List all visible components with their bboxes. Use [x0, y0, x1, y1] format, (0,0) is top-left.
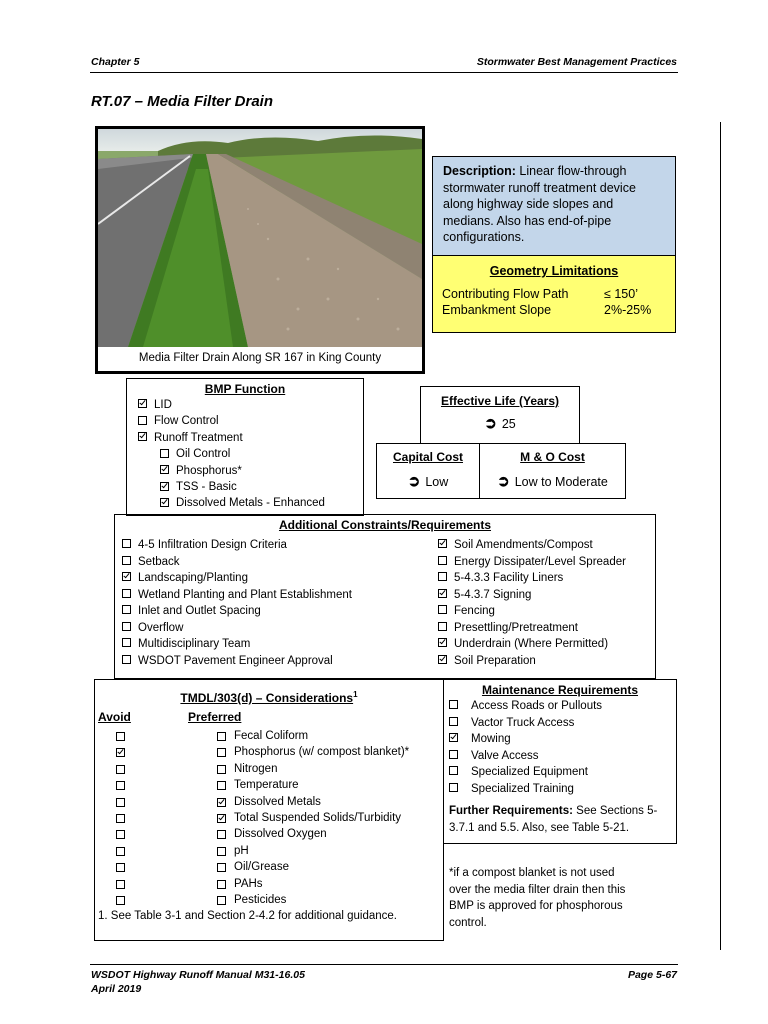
checklist-item	[449, 764, 676, 781]
tmdl-row	[95, 744, 443, 760]
checklist-item	[438, 636, 626, 653]
checked-box-icon	[438, 638, 447, 647]
checkbox-icon	[122, 638, 131, 647]
checklist-item	[438, 587, 626, 604]
checklist-item	[449, 731, 676, 748]
checked-box-icon	[138, 399, 147, 408]
description-box	[432, 156, 676, 256]
tmdl-row-label: Dissolved Metals	[234, 795, 321, 808]
checklist-item	[438, 554, 626, 571]
checklist-item	[449, 715, 676, 732]
tmdl-row-label: Fecal Coliform	[234, 730, 309, 742]
checkbox-icon	[138, 416, 147, 425]
checked-box-icon	[438, 589, 447, 598]
checkbox-icon	[116, 896, 125, 905]
maintenance-box	[443, 679, 677, 844]
checked-box-icon	[122, 572, 131, 581]
tmdl-row	[95, 761, 443, 777]
checklist-label: Specialized Equipment	[471, 766, 588, 778]
tmdl-row-label: Pesticides	[234, 893, 287, 906]
checkbox-icon	[122, 622, 131, 631]
checkbox-icon	[449, 717, 458, 726]
checklist-label: Soil Preparation	[454, 654, 536, 667]
checklist-label: 5-4.3.3 Facility Liners	[454, 572, 564, 584]
arrow-icon: ➲	[484, 415, 497, 432]
checkbox-icon	[116, 863, 125, 872]
road-photo	[98, 129, 422, 347]
checklist-label: Flow Control	[154, 415, 219, 428]
geometry-row	[442, 302, 666, 318]
checklist-item	[122, 603, 352, 620]
checklist-label: Runoff Treatment	[154, 431, 243, 444]
section-label: Stormwater Best Management Practices	[476, 56, 677, 68]
checklist-item	[138, 413, 363, 429]
checkbox-icon	[217, 830, 226, 839]
effective-life-value: 25	[501, 417, 516, 431]
checklist-item	[438, 620, 626, 637]
further-text: See Sections 5-3.7.1 and 5.5. Also, see Table 5-21.	[449, 805, 658, 834]
tmdl-heading-sup: 1	[353, 690, 358, 699]
geometry-row	[442, 286, 666, 302]
checklist-item	[438, 653, 626, 670]
checked-box-icon	[160, 465, 169, 474]
footer-page: Page 5-67	[627, 969, 677, 981]
checklist-item	[438, 603, 626, 620]
checklist-label: Landscaping/Planting	[138, 572, 248, 584]
constraints-box	[114, 514, 656, 679]
checkbox-icon	[122, 539, 131, 548]
tmdl-row	[95, 826, 443, 842]
checklist-item	[138, 463, 363, 479]
tmdl-row	[95, 876, 443, 892]
tmdl-rows	[95, 728, 443, 908]
footer-manual: WSDOT Highway Runoff Manual M31-16.05	[91, 969, 305, 981]
checklist-item	[138, 397, 363, 413]
capital-cost-heading: Capital Cost	[392, 450, 463, 464]
further-requirements	[449, 803, 673, 837]
checklist-label: Multidisciplinary Team	[138, 638, 251, 650]
constraints-left-list	[122, 537, 352, 669]
checklist-item	[138, 479, 363, 495]
checkbox-icon	[122, 589, 131, 598]
tmdl-footnote: 1. See Table 3-1 and Section 2-4.2 for additional guidance.	[98, 910, 397, 922]
checkbox-icon	[116, 847, 125, 856]
checked-box-icon	[449, 733, 458, 742]
tmdl-row-label: Total Suspended Solids/Turbidity	[234, 811, 402, 824]
tmdl-heading	[95, 690, 443, 705]
checklist-item	[122, 653, 352, 670]
checklist-label: Presettling/Pretreatment	[454, 621, 579, 634]
constraints-heading: Additional Constraints/Requirements	[278, 518, 492, 532]
checkbox-icon	[116, 830, 125, 839]
geometry-heading: Geometry Limitations	[489, 264, 619, 278]
checked-box-icon	[438, 655, 447, 664]
bmp-function-box	[126, 378, 364, 516]
tmdl-row-label: Dissolved Oxygen	[234, 828, 327, 841]
checklist-label: Phosphorus*	[176, 464, 242, 477]
checkbox-icon	[217, 781, 226, 790]
geometry-value: ≤ 150’	[604, 287, 638, 301]
capital-cost-value: Low	[425, 475, 449, 489]
footer-rule	[90, 964, 678, 965]
checkbox-icon	[160, 449, 169, 458]
checklist-label: Vactor Truck Access	[471, 716, 575, 729]
checkbox-icon	[217, 732, 226, 741]
maintenance-heading: Maintenance Requirements	[481, 683, 639, 697]
chapter-label: Chapter 5	[91, 56, 140, 68]
mo-cost-value: Low to Moderate	[514, 475, 608, 489]
checkbox-icon	[217, 748, 226, 757]
checklist-label: Specialized Training	[471, 782, 574, 795]
tmdl-row	[95, 794, 443, 810]
arrow-icon: ➲	[407, 473, 421, 490]
checklist-label: Wetland Planting and Plant Establishment	[138, 588, 352, 601]
header-rule	[90, 72, 678, 73]
checklist-label: Soil Amendments/Compost	[454, 539, 593, 551]
tmdl-row	[95, 777, 443, 793]
tmdl-avoid-label: Avoid	[98, 710, 131, 724]
constraints-right-list	[438, 537, 626, 669]
checkbox-icon	[217, 896, 226, 905]
checklist-item	[122, 570, 352, 587]
tmdl-row-label: pH	[234, 844, 249, 857]
checkbox-icon	[438, 572, 447, 581]
checked-box-icon	[160, 498, 169, 507]
checklist-label: WSDOT Pavement Engineer Approval	[138, 654, 333, 667]
further-label: Further Requirements:	[449, 805, 573, 817]
bmp-function-list	[138, 397, 363, 512]
tmdl-row-label: Nitrogen	[234, 762, 278, 775]
compost-note: *if a compost blanket is not used over the media filter drain then this BMP is approved for phosphorous control.	[449, 867, 626, 929]
checklist-label: Oil Control	[176, 448, 231, 461]
checklist-item	[138, 495, 363, 511]
checklist-item	[438, 570, 626, 587]
mo-cost-heading: M & O Cost	[520, 450, 585, 464]
checklist-item	[122, 587, 352, 604]
checkbox-icon	[116, 732, 125, 741]
footer-date: April 2019	[91, 983, 142, 995]
checkbox-icon	[438, 622, 447, 631]
checkbox-icon	[449, 700, 458, 709]
checkbox-icon	[122, 655, 131, 664]
checkbox-icon	[122, 605, 131, 614]
checked-box-icon	[217, 798, 226, 807]
geometry-rows	[433, 286, 675, 318]
checkbox-icon	[438, 556, 447, 565]
checklist-item	[449, 698, 676, 715]
page-title: RT.07 – Media Filter Drain	[91, 93, 273, 110]
tmdl-row-label: Phosphorus (w/ compost blanket)*	[234, 746, 410, 759]
checklist-label: Valve Access	[471, 749, 539, 762]
checklist-item	[138, 430, 363, 446]
checkbox-icon	[122, 556, 131, 565]
tmdl-row-label: Oil/Grease	[234, 861, 289, 874]
checklist-label: Access Roads or Pullouts	[471, 700, 603, 712]
tmdl-box	[94, 679, 444, 941]
tmdl-row	[95, 843, 443, 859]
geometry-value: 2%-25%	[604, 303, 652, 317]
checklist-label: Underdrain (Where Permitted)	[454, 638, 609, 650]
checked-box-icon	[438, 539, 447, 548]
checkbox-icon	[116, 781, 125, 790]
checkbox-icon	[116, 765, 125, 774]
checklist-label: Setback	[138, 555, 180, 568]
photo-frame	[95, 126, 425, 374]
mo-cost-box	[479, 443, 626, 499]
geometry-label: Embankment Slope	[442, 303, 552, 317]
bmp-function-heading: BMP Function	[204, 382, 286, 396]
tmdl-row	[95, 859, 443, 875]
description-label: Description:	[443, 164, 516, 178]
checked-box-icon	[138, 432, 147, 441]
checklist-label: LID	[154, 399, 172, 411]
arrow-icon: ➲	[497, 473, 510, 490]
checkbox-icon	[438, 605, 447, 614]
capital-cost-box	[376, 443, 480, 499]
checklist-item	[449, 781, 676, 798]
checkbox-icon	[116, 798, 125, 807]
checked-box-icon	[160, 482, 169, 491]
checklist-label: 5-4.3.7 Signing	[454, 588, 532, 601]
checkbox-icon	[449, 766, 458, 775]
tmdl-preferred-label: Preferred	[188, 710, 242, 724]
checked-box-icon	[116, 748, 125, 757]
geometry-box	[432, 255, 676, 333]
checked-box-icon	[217, 814, 226, 823]
tmdl-row-label: PAHs	[234, 877, 263, 890]
capital-cost-value-row	[377, 472, 479, 490]
checkbox-icon	[217, 847, 226, 856]
checkbox-icon	[217, 863, 226, 872]
checklist-item	[438, 537, 626, 554]
checkbox-icon	[217, 880, 226, 889]
checklist-item	[122, 620, 352, 637]
effective-life-value-row	[421, 414, 579, 432]
checklist-item	[122, 636, 352, 653]
checklist-label: Dissolved Metals - Enhanced	[176, 497, 325, 510]
effective-life-box	[420, 386, 580, 444]
tmdl-row	[95, 892, 443, 908]
checklist-item	[138, 446, 363, 462]
checklist-item	[122, 537, 352, 554]
checklist-label: 4-5 Infiltration Design Criteria	[138, 539, 287, 551]
checkbox-icon	[217, 765, 226, 774]
tmdl-heading-text: TMDL/303(d) – Considerations	[180, 691, 354, 705]
checklist-label: Fencing	[454, 605, 495, 617]
geometry-label: Contributing Flow Path	[442, 287, 569, 301]
tmdl-row-label: Temperature	[234, 779, 299, 792]
checklist-label: Energy Dissipater/Level Spreader	[454, 555, 626, 568]
tmdl-row	[95, 728, 443, 744]
checkbox-icon	[116, 880, 125, 889]
tmdl-row	[95, 810, 443, 826]
checklist-label: Mowing	[471, 733, 511, 745]
checkbox-icon	[449, 750, 458, 759]
margin-bar	[720, 122, 721, 950]
checklist-item	[122, 554, 352, 571]
maintenance-list	[449, 698, 676, 797]
checkbox-icon	[116, 814, 125, 823]
checklist-label: TSS - Basic	[176, 481, 237, 494]
checklist-label: Inlet and Outlet Spacing	[138, 605, 261, 617]
photo-caption: Media Filter Drain Along SR 167 in King County	[138, 352, 382, 364]
mo-cost-value-row	[480, 472, 625, 490]
effective-life-heading: Effective Life (Years)	[440, 394, 560, 408]
checklist-label: Overflow	[138, 621, 184, 634]
checklist-item	[449, 748, 676, 765]
checkbox-icon	[449, 783, 458, 792]
description-text: Linear flow-through stormwater runoff treatment device along highway side slopes and medians. Also has end-of-pipe configurations.	[443, 164, 636, 244]
